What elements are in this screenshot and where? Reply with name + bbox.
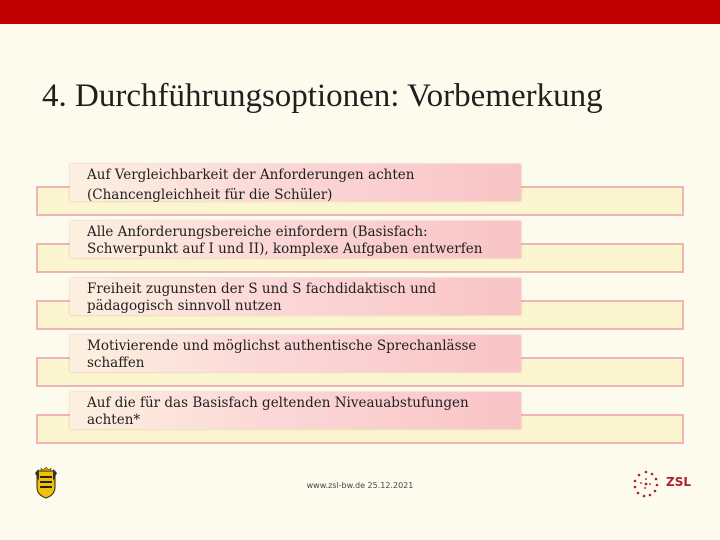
item-line-1: Motivierende und möglichst authentische Sprechanlässe	[87, 338, 477, 354]
item-line-2: achten*	[87, 412, 141, 428]
item-line-2: (Chancengleichheit für die Schüler)	[87, 187, 333, 203]
item-line-1: Auf Vergleichbarkeit der Anforderungen achten	[87, 167, 415, 183]
item-line-2: schaffen	[87, 355, 145, 371]
footer-url-date: www.zsl-bw.de 25.12.2021	[306, 481, 414, 490]
item-card	[70, 221, 521, 258]
list-item-4	[0, 335, 720, 393]
item-card	[70, 164, 521, 201]
item-card	[70, 392, 521, 429]
list-item-3	[0, 278, 720, 336]
list-item-5	[0, 392, 720, 450]
item-card	[70, 278, 521, 315]
list-item-2	[0, 221, 720, 279]
top-bar	[0, 0, 720, 24]
item-line-1: Freiheit zugunsten der S und S fachdidaktisch und	[87, 281, 437, 297]
slide-title: 4. Durchführungsoptionen: Vorbemerkung	[42, 78, 603, 114]
item-line-1: Auf die für das Basisfach geltenden Niveauabstufungen	[87, 395, 469, 411]
item-line-1: Alle Anforderungsbereiche einfordern (Basisfach:	[87, 224, 428, 240]
list-item-1	[0, 164, 720, 222]
zsl-logo-text: ZSL	[666, 475, 691, 489]
item-card	[70, 335, 521, 372]
item-line-2: Schwerpunkt auf I und II), komplexe Aufgaben entwerfen	[87, 241, 483, 257]
item-line-2: pädagogisch sinnvoll nutzen	[87, 298, 282, 314]
